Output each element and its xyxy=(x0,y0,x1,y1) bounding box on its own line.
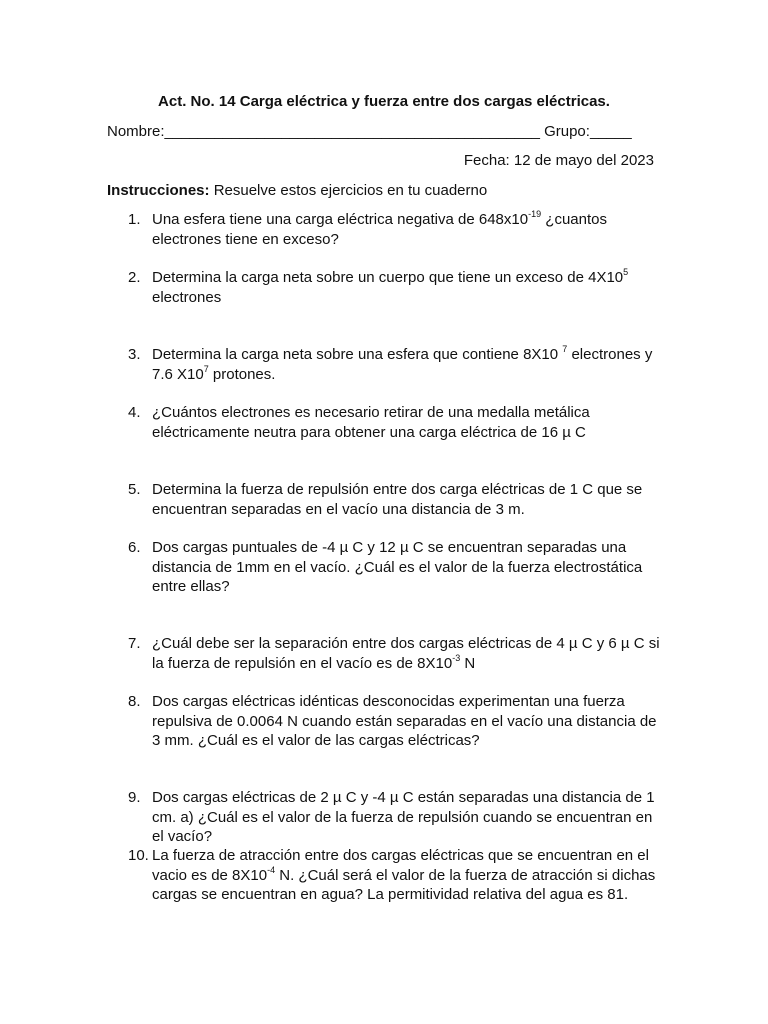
question-number: 7. xyxy=(128,635,141,652)
question-number: 10. xyxy=(128,847,149,864)
question-text xyxy=(152,210,668,249)
question-item xyxy=(128,692,668,751)
question-number: 1. xyxy=(128,211,141,228)
question-number: 4. xyxy=(128,404,141,421)
question-text-segment: Una esfera tiene una carga eléctrica negativa de 648x10 xyxy=(152,211,529,228)
question-text-segment: Determina la carga neta sobre un cuerpo que tiene un exceso de 4X10 xyxy=(152,269,624,286)
exponent: 5 xyxy=(623,267,629,277)
question-text-segment: Dos cargas puntuales de -4 µ C y 12 µ C se encuentran separadas una distancia de 1mm en el vacío. ¿Cuál es el valor de la fuerza electrostática entre ellas? xyxy=(152,539,643,595)
question-text xyxy=(152,692,668,751)
question-text-segment: ¿cuantos electrones tiene en exceso? xyxy=(152,211,607,248)
question-text-segment: N. ¿Cuál será el valor de la fuerza de atracción si dichas cargas se encuentran en agua? La permitividad relativa del agua es 81. xyxy=(152,866,656,903)
question-item xyxy=(128,788,668,847)
nombre-grupo-line: Nombre:_____________________________________________ Grupo:_____ xyxy=(107,123,632,140)
question-text-segment: electrones y 7.6 X10 xyxy=(152,346,653,383)
exponent: -4 xyxy=(267,864,276,875)
question-text xyxy=(152,480,668,519)
question-number: 6. xyxy=(128,539,141,556)
question-item xyxy=(128,403,668,442)
question-text xyxy=(152,268,668,307)
question-item xyxy=(128,480,668,519)
exponent: 7 xyxy=(203,363,209,374)
question-text-segment: Dos cargas eléctricas idénticas desconocidas experimentan una fuerza repulsiva de 0.0064 N cuando están separadas en el vacío una distancia de 3 mm. ¿Cuál es el valor de las cargas eléctricas? xyxy=(152,693,657,749)
question-text xyxy=(152,846,668,905)
page-title: Act. No. 14 Carga eléctrica y fuerza entre dos cargas eléctricas. xyxy=(158,93,610,110)
question-text-segment: La fuerza de atracción entre dos cargas eléctricas que se encuentran en el vacio es de 8X10 xyxy=(152,847,649,884)
question-text-segment: ¿Cuál debe ser la separación entre dos cargas eléctricas de 4 µ C y 6 µ C si la fuerza de repulsión en el vacío es de 8X10 xyxy=(152,635,660,672)
instructions-text: Resuelve estos ejercicios en tu cuaderno xyxy=(209,182,488,199)
question-number: 8. xyxy=(128,693,141,710)
question-text xyxy=(152,345,668,384)
question-number: 9. xyxy=(128,789,141,806)
question-item xyxy=(128,210,668,249)
question-text xyxy=(152,403,668,442)
question-text-segment: Dos cargas eléctricas de 2 µ C y -4 µ C están separadas una distancia de 1 cm. a) ¿Cuál es el valor de la fuerza de repulsión cuando se encuentran en el vacío? xyxy=(152,789,655,845)
question-text-segment: protones. xyxy=(208,365,276,383)
question-text xyxy=(152,538,668,597)
question-text xyxy=(152,788,668,847)
exponent: -19 xyxy=(528,209,542,219)
instructions-label: Instrucciones: xyxy=(107,182,210,199)
date-line: Fecha: 12 de mayo del 2023 xyxy=(463,152,654,169)
exponent: 7 xyxy=(562,344,568,354)
question-item xyxy=(128,846,668,905)
instructions xyxy=(107,181,487,201)
question-item xyxy=(128,634,668,673)
question-number: 2. xyxy=(128,269,141,286)
question-text-segment: Determina la fuerza de repulsión entre dos carga eléctricas de 1 C que se encuentran separadas en el vacío una distancia de 3 m. xyxy=(152,481,643,518)
question-text-segment: ¿Cuántos electrones es necesario retirar de una medalla metálica eléctricamente neutra para obtener una carga eléctrica de 16 µ C xyxy=(152,404,590,441)
question-number: 3. xyxy=(128,346,141,363)
question-text-segment: electrones xyxy=(152,288,222,306)
question-item xyxy=(128,345,668,384)
question-text-segment: N xyxy=(460,654,476,672)
exponent: -3 xyxy=(452,652,461,663)
question-text xyxy=(152,634,668,673)
question-number: 5. xyxy=(128,481,141,498)
question-item xyxy=(128,268,668,307)
question-item xyxy=(128,538,668,597)
question-text-segment: Determina la carga neta sobre una esfera que contiene 8X10 xyxy=(152,346,563,363)
